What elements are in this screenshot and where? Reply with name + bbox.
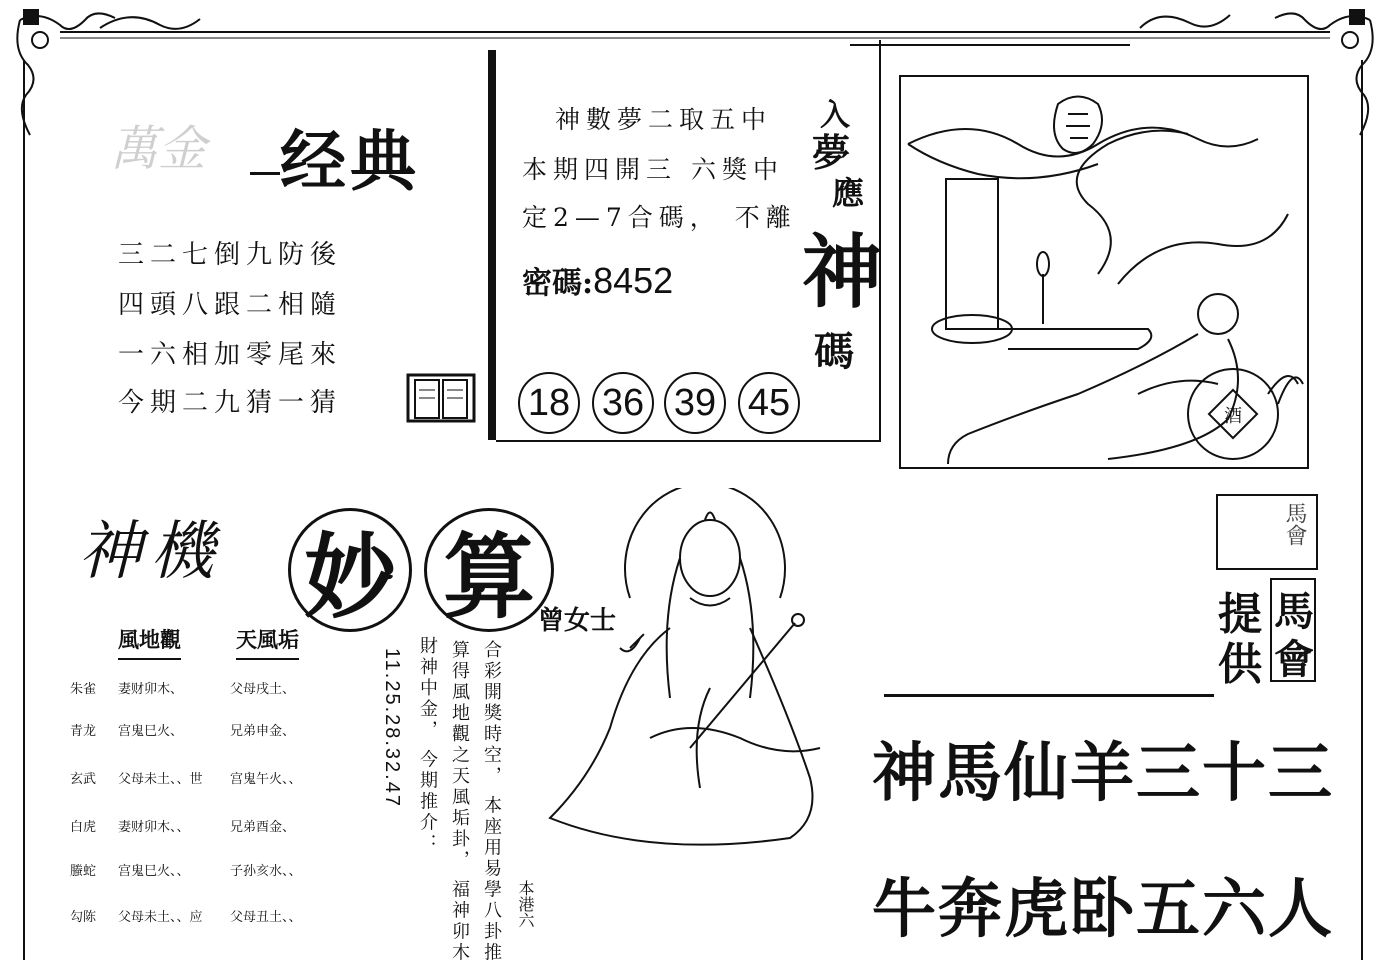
suan-circle: 算 — [424, 508, 554, 632]
vertical-numbers: 11.25.28.32.47 — [381, 648, 403, 808]
provided-block — [1214, 578, 1314, 690]
gua-col1: 父母未土、、应 — [118, 910, 203, 925]
vertical-text-2: 算得風地觀之天風垢卦， 福神卯木 — [449, 640, 470, 964]
poem-line-4: 今期二九猜一猜 — [118, 388, 343, 418]
big-line-1: 神馬仙羊三十三 — [872, 737, 1334, 811]
ball-1: 18 — [518, 372, 580, 434]
side-title-5: 碼 — [814, 328, 854, 375]
poem-line-3: 一六相加零尾來 — [118, 340, 343, 370]
mid-line-1: 神數夢二取五中 — [555, 105, 773, 134]
gua-col2: 宫鬼午火、、 — [230, 772, 302, 787]
gua-col2: 父母丑土、、 — [230, 910, 302, 925]
mid-line-3: 定2—7合碼， 不離 — [522, 203, 797, 232]
middle-bottom-rule — [496, 440, 881, 442]
wine-jar-icon: 酒 — [1224, 406, 1242, 427]
ball-4: 45 — [738, 372, 800, 434]
side-title-1: 入 — [820, 98, 850, 133]
panel-title: 经典 — [280, 123, 420, 200]
poem-line-1: 三二七倒九防後 — [118, 240, 343, 270]
side-title-4: 神 — [802, 225, 882, 319]
side-title-3: 應 — [832, 174, 865, 212]
miao-circle: 妙 — [288, 508, 412, 632]
gua-spirit: 玄武 — [70, 772, 97, 787]
small-vertical-note: 本港六 — [516, 880, 535, 928]
shenji-char-2: 機 — [150, 515, 214, 589]
vertical-text-3: 財神中金， 今期推介： — [417, 636, 438, 855]
gua-spirit: 螣蛇 — [70, 864, 97, 879]
book-icon — [405, 372, 477, 424]
gua-col2: 兄弟申金、 — [230, 724, 296, 739]
provided-side-2: 會 — [1274, 637, 1314, 683]
shenji-title — [78, 500, 214, 592]
gua-col1: 妻财卯木、 — [118, 682, 184, 697]
gua-spirit: 白虎 — [70, 820, 97, 835]
side-title — [800, 90, 880, 430]
provided-char-2: 供 — [1218, 639, 1262, 690]
gua-spirit: 勾陈 — [70, 910, 97, 925]
gua-col1: 父母未土、、世 — [118, 772, 203, 787]
mahui-small-box — [1216, 494, 1318, 570]
gua-header-1: 風地觀 — [118, 624, 181, 660]
faded-brand: 萬金 — [110, 121, 207, 177]
gua-col2: 兄弟酉金、 — [230, 820, 296, 835]
gua-col1: 宫鬼巳火、、 — [118, 864, 190, 879]
side-title-2: 夢 — [812, 130, 851, 175]
provided-side-1: 馬 — [1274, 589, 1314, 635]
gua-spirit: 朱雀 — [70, 682, 97, 697]
gua-header-2: 天風垢 — [236, 624, 299, 660]
password-label: 密碼: — [522, 266, 594, 301]
right-bottom-rule — [884, 694, 1214, 697]
middle-left-rule — [488, 50, 496, 440]
sitting-deity-illustration — [540, 488, 840, 868]
sleeping-scholar-illustration — [898, 74, 1310, 470]
ball-3: 39 — [664, 372, 726, 434]
top-right-rule — [850, 44, 1130, 46]
password-row — [522, 258, 673, 302]
gua-spirit: 青龙 — [70, 724, 97, 739]
ball-2: 36 — [592, 372, 654, 434]
author-name: 曾女士 — [538, 606, 617, 636]
mahui-small-text: 馬會 — [1282, 502, 1307, 546]
poem-line-2: 四頭八跟二相隨 — [118, 290, 343, 320]
title-dash — [250, 172, 280, 175]
gua-col1: 妻财卯木、、 — [118, 820, 190, 835]
provided-char-1: 提 — [1218, 589, 1262, 640]
vertical-text-1: 合彩開獎時空， 本座用易學八卦推 — [481, 640, 502, 964]
password-value: 8452 — [593, 260, 674, 301]
gua-col2: 子孙亥水、、 — [230, 864, 302, 879]
mid-line-2: 本期四開三 六獎中 — [522, 155, 784, 184]
top-left-panel — [90, 90, 490, 440]
gua-col1: 宫鬼巳火、 — [118, 724, 184, 739]
gua-col2: 父母戌土、 — [230, 682, 296, 697]
tiger-icon — [1054, 97, 1102, 154]
big-line-2: 牛奔虎卧五六人 — [872, 873, 1334, 947]
shenji-char-1: 神 — [78, 515, 142, 589]
